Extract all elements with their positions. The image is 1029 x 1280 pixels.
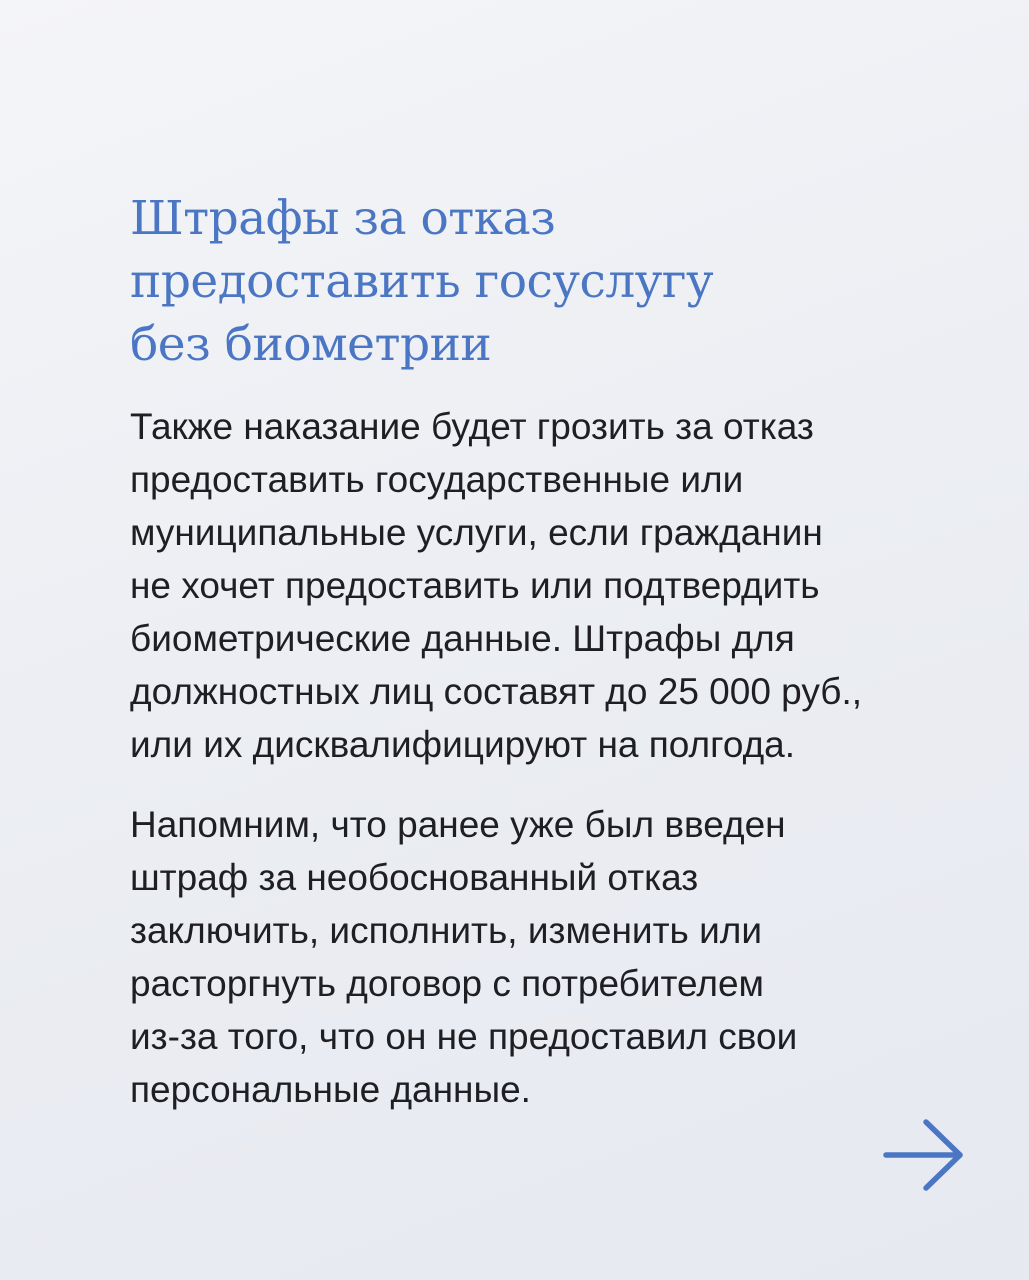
paragraph-reminder bbox=[130, 798, 1000, 1116]
text-line: предоставить государственные или bbox=[130, 459, 744, 500]
paragraph-penalties bbox=[130, 400, 1000, 771]
text-line: или их дисквалифицируют на полгода. bbox=[130, 724, 796, 765]
text-line: Также наказание будет грозить за отказ bbox=[130, 406, 814, 447]
text-line: расторгнуть договор с потребителем bbox=[130, 963, 764, 1004]
text-line: из-за того, что он не предоставил свои bbox=[130, 1016, 798, 1057]
text-line: Напомним, что ранее уже был введен bbox=[130, 804, 786, 845]
title-line: предоставить госуслугу bbox=[130, 254, 714, 309]
text-line: штраф за необоснованный отказ bbox=[130, 857, 699, 898]
text-line: биометрические данные. Штрафы для bbox=[130, 618, 795, 659]
text-line: персональные данные. bbox=[130, 1069, 531, 1110]
slide-title bbox=[130, 187, 990, 376]
title-line: без биометрии bbox=[130, 317, 492, 372]
arrow-right-icon bbox=[880, 1117, 966, 1193]
text-line: заключить, исполнить, изменить или bbox=[130, 910, 763, 951]
text-line: должностных лиц составят до 25 000 руб., bbox=[130, 671, 863, 712]
text-line: не хочет предоставить или подтвердить bbox=[130, 565, 820, 606]
title-line: Штрафы за отказ bbox=[130, 191, 556, 246]
text-line: муниципальные услуги, если гражданин bbox=[130, 512, 823, 553]
next-slide-button[interactable] bbox=[880, 1117, 966, 1193]
